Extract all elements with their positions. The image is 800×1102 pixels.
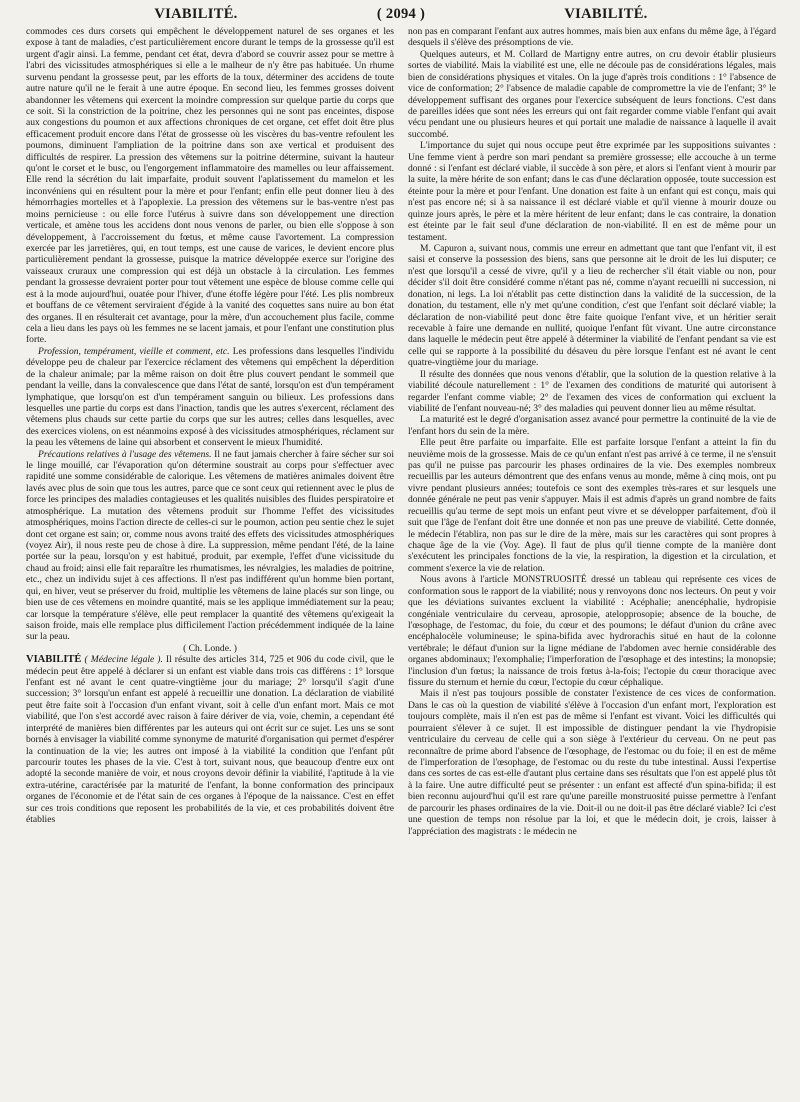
paragraph-continuation — [408, 26, 776, 49]
paragraph — [408, 437, 776, 574]
dictionary-entry — [26, 654, 394, 825]
author-signature — [26, 643, 394, 654]
paragraph-text: Il ne faut jamais chercher à faire sécher sur soi le linge mouillé, car l'évaporation qu'on détermine soustrait au corps pour s'effectuer avec rapidité une somme considérable de calorique. Les vêtemens de matières animales doivent être lavés avec plus de soin que tous les autres, parce que ce sont ceux qui retiennent avec le plus de force les principes des maladies contagieuses et les qualités nuisibles des fluides perspiratoire et atmosphérique. La mutation des vêtemens produit sur l'homme l'effet des vicissitudes atmosphériques, moins l'action directe de celles-ci sur le poumon, action peu sentie chez le sujet dont cet organe est sain; or, comme nous avons traité des effets des vicissitudes atmosphériques (voyez Air), il nous reste peu de chose à dire. La suppression, même pendant l'été, de la laine portée sur la peau, lorsqu'on y est habitué, produit, par exemple, l'effet d'une vicissitude du chaud au froid; ainsi elle fait reparaître les rhumatismes, les névralgies, les maladies de poitrine, etc., chez un individu sujet à ces affections. Il n'est pas indifférent qu'un homme bien portant, qui, en hiver, veut se préserver du froid, multiplie les vêtemens de laine placés sur son linge, ou bien use de ces vêtemens en moindre quantité, mais se les applique immédiatement sur la peau; car lorsque la température s'élève, elle peut remplacer la quantité des vêtemens qu'exigeait la saison froide, mais elle remplace plus difficilement l'action précédemment indiquée de la laine sur la peau. — [26, 448, 394, 643]
paragraph — [408, 140, 776, 243]
paragraph — [408, 574, 776, 688]
paragraph-continuation — [26, 26, 394, 346]
paragraph-text: Mais il n'est pas toujours possible de constater l'existence de ces vices de conformation. Dans le cas où la question de viabilité s'élève à l'occasion d'un enfant mort, l'exploration est toujours complète, mais il n'en est pas de même si l'enfant est vivant. Voici les difficultés qui pourraient s'élever à ce sujet. Il est impossible de distinguer pendant la vie l'hydropisie ventriculaire du cerveau de celle qui a son siège à l'extérieur du cerveau. On ne peut pas reconnaître de prime abord l'absence de l'œsophage, de l'estomac ou du foie; il en est de même de l'imperforation de l'œsophage, de l'estomac ou du reste du tube intestinal. Aussi l'expertise dans ces sortes de cas est-elle d'autant plus certaine dans ses résultats que l'on est appelé plus tôt à la faire. Une autre difficulté peut se présenter : un enfant est affecté d'un spina-bifida; il est bien reconnu aujourd'hui qu'il est rare qu'une pareille monstruosité puisse permettre à l'enfant de parcourir les phases ordinaires de la vie. Doit-il ou ne doit-il pas être déclaré viable? Ici c'est une question de temps non résolue par la loi, et que le médecin doit, je crois, laisser à l'appréciation des magistrats : le médecin ne — [408, 688, 776, 837]
page-number: ( 2094 ) — [376, 6, 426, 22]
paragraph-text: Quelques auteurs, et M. Collard de Martigny entre autres, on cru devoir établir plusieurs sortes de viabilité. Mais la viabilité est une, elle ne découle pas de considérations légales, mais bien de considérations physiques et vitales. On la juge d'après trois conditions : 1° l'absence de vice de conformation; 2° l'absence de maladie capable de compromettre la vie de l'enfant; 3° le développement suffisant des organes pour l'exercice subséquent de leurs fonctions. C'est dans de pareilles idées que sont nées les erreurs qui ont fait regarder comme viable l'enfant qui avait vécu pendant une ou plusieurs heures et qui portait une maladie de naissance à laquelle il avait succombé. — [408, 48, 776, 140]
paragraph — [26, 449, 394, 643]
right-column — [408, 26, 776, 1098]
paragraph-text: M. Capuron a, suivant nous, commis une erreur en admettant que tant que l'enfant vit, il est saisi et conserve la possession des biens, sans que personne ait le droit de les lui disputer; ce n'est que lorsqu'il a cessé de vivre, qu'il y a lieu de rechercher s'il était viable ou non, pour décider s'il doit être considéré comme n'étant pas né, comme n'ayant recueilli ni succession, ni donation, ni legs. La loi n'établit pas cette distinction dans la validité de la succession, de la donation, du testament, elle n'y met qu'une condition, c'est que l'enfant soit déclaré viable; la déclaration de non-viabilité peut donc être faite quoique l'enfant vive, et un héritier serait recevable à faire une demande en nullité, quoique l'enfant fût vivant. Une autre circonstance dans laquelle le médecin peut être appelé à déterminer la viabilité de l'enfant pendant sa vie est celle qui se rapporte à la possibilité du désaveu du père lorsque l'enfant est né avant le cent quatre-vingtième jour du mariage. — [408, 243, 776, 369]
two-column-body — [26, 26, 776, 1098]
header-left-title: VIABILITÉ. — [154, 6, 238, 22]
entry-text: Il résulte des articles 314, 725 et 906 du code civil, que le médecin peut être appelé à déclarer si un enfant est viable dans trois cas différens : 1° lorsque l'enfant est né avant le cent quatre-vingtième jour du mariage; 2° lorsqu'il s'agit d'une succession; 3° lorsqu'un enfant est appelé à recueillir une donation. La déclaration de viabilité peut être faite soit à l'occasion d'un enfant vivant, soit à celle d'un enfant mort. Mais ce mot viabilité, que l'on s'est accordé avec raison à faire dériver de via, voie, chemin, a cependant été interprété de manières bien différentes par les auteurs qui ont écrit sur ce sujet. Les uns se sont bornés à envisager la viabilité comme synonyme de maturité d'organisation qui permet d'espérer la continuation de la vie; les autres ont imposé à la viabilité la condition que l'enfant pût parcourir toutes les phases de la vie. C'est à tort, suivant nous, que beaucoup d'entre eux ont adopté la seconde manière de voir, et nous croyons devoir définir la viabilité, l'aptitude à la vie extra-utérine, caractérisée par la maturité de l'enfant, la bonne conformation des principaux organes de l'économie et de l'état sain de ces organes à l'époque de la naissance. C'est en effet sur ces trois conditions que reposent les probabilités de la vie, et ces probabilités doivent être établies — [26, 654, 394, 826]
entry-headword: VIABILITÉ — [26, 654, 82, 666]
paragraph-text: Les professions dans lesquelles l'individu développe peu de chaleur par l'exercice réclament des vêtemens qui empêchent la déperdition de la chaleur animale; par la même raison on doit être plus couvert pendant le sommeil que pendant la veille, dans la convalescence que dans l'état de santé, lorsqu'on est d'un tempérament lymphatique, que lorsqu'on est d'un tempérament sanguin ou bilieux. Les professions dans lesquelles une partie du corps est dans l'inaction, tandis que les autres s'exercent, réclament des vêtemens plus chauds sur cette partie du corps que sur les autres; celles dans lesquelles, avec des exercices violens, on est néanmoins exposé à des vicissitudes atmosphériques, réclament sur la peau les vêtemens de laine qui absorbent et conservent le mieux l'humidité. — [26, 345, 394, 449]
paragraph — [26, 346, 394, 449]
paragraph-text: La maturité est le degré d'organisation assez avancé pour permettre la continuité de la vie de l'enfant hors du sein de la mère. — [408, 414, 776, 437]
paragraph-text: Nous avons à l'article MONSTRUOSITÉ dressé un tableau qui représente ces vices de conformation sous le rapport de la viabilité; nous y renvoyons donc nos lecteurs. On peut y voir que les déviations suivantes excluent la viabilité : Acéphalie; anencéphalie, hydropisie congéniale ventriculaire du cerveau, aprosopie, atelopprosopie; absence de la bouche, de l'œsophage, de l'estomac, du foie, du cœur et des poumons; le défaut d'union du crâne avec encéphalocèle volumineuse; le spina-bifida avec hydrorachis situé en haut de la colonne vertébrale; le défaut d'union sur la ligne médiane de l'abdomen avec hernie considérable des organes abdominaux; l'exomphalie; l'imperforation de l'œsophage et des intestins; la monopsie; l'inclusion d'un fœtus; la naissance de trois fœtus à-la-fois; l'ectopie du cœur thoracique avec fissure du sternum et hernie du cœur, l'ectopie du cœur céphalique. — [408, 574, 776, 689]
paragraph-text: L'importance du sujet qui nous occupe peut être exprimée par les suppositions suivantes : Une femme vient à perdre son mari pendant sa première grossesse; elle accouche à un terme donné : si l'enfant est déclaré viable, il succède à son père, et alors si l'enfant vient à mourir par la suite, la mère hérite de son enfant; dans le cas d'une déclaration opposée, toute succession est éteinte pour la mère et pour l'enfant. Une donation est faite à un enfant qui est conçu, mais qui n'est pas encore né; si à sa naissance il est déclaré viable et qu'il vienne à mourir douze ou quinze jours après, le père et la mère héritent de leur enfant; dans le cas contraire, la donation est éteinte par le fait seul d'une déclaration de non-viabilité. Il en est de même pour un testament. — [408, 140, 776, 243]
paragraph-lead: Profession, tempérament, vieille et comment, etc. — [38, 345, 230, 357]
paragraph — [408, 49, 776, 140]
paragraph-text: Elle peut être parfaite ou imparfaite. Elle est parfaite lorsque l'enfant a atteint la fin du neuvième mois de la grossesse. Mais de ce qu'un enfant n'est pas arrivé à ce terme, il ne s'ensuit pas qu'il ne puisse pas parcourir les phases ordinaires de la vie. Des exemples nombreux recueillis par les auteurs démontrent que des enfans venus au monde, même à cinq mois, ont pu vivre pendant plusieurs années; toutefois ce sont des exemples très-rares et sur lesquels une donnée générale ne peut pas venir s'appuyer. Mais il est admis d'après un grand nombre de faits recueillis qu'au terme de sept mois un enfant peut vivre et se développer parfaitement, d'où il suit que l'âge de l'enfant doit être une donnée et non pas une preuve de viabilité. Cette donnée, le médecin l'établira, non pas sur le dire de la mère, mais sur les caractères qui sont propres à chaque âge de la vie (Voy. Age). Il faut de plus qu'il tienne compte de la manière dont s'exécutent les principales fonctions de la vie, la respiration, la digestion et la circulation, et comment s'exerce la vie de relation. — [408, 437, 776, 574]
header-right-title: VIABILITÉ. — [564, 6, 648, 22]
paragraph — [408, 414, 776, 437]
paragraph — [408, 243, 776, 369]
signature-text: ( Ch. Londe. ) — [183, 642, 237, 654]
paragraph-lead: Précautions relatives à l'usage des vêtemens. — [38, 448, 212, 460]
entry-subject: ( Médecine légale ). — [84, 654, 163, 666]
paragraph-text: commodes ces durs corsets qui empêchent le développement naturel de ses organes et les expose à tant de maladies, c'est particulièrement encore durant le temps de la grossesse qu'il est urgent d'agir ainsi. La femme, pendant cet état, devra d'abord se couvrir assez pour se mettre à l'abri des vicissitudes atmosphériques si elle a le malheur de n'y être pas habituée. Un rhume survenu pendant la grossesse peut, par les efforts de la toux, déterminer des accidens de toute autre nature qu'il ne le ferait à une autre époque. En second lieu, les femmes grosses doivent abandonner les vêtemens qui exercent la moindre compression sur quelque partie du corps que ce soit. Si la constriction de la poitrine, chez les personnes qui ne sont pas enceintes, dispose aux congestions du poumon et aux affections chroniques de cet organe, cet effet doit être plus efficacement produit encore dans l'état de grossesse où les viscères du bas-ventre refoulent les poumons, diminuent l'ampliation de la poitrine dans son axe vertical et produisent des difficultés de respirer. La pression des vêtemens sur la poitrine détermine, suivant la hauteur qu'ont le corset et le busc, ou l'engorgement inflammatoire des mamelles ou leur affaissement. Elle rend la sécrétion du lait imparfaite, produit souvent l'aplatissement du mamelon et les inconvéniens qui en résultent pour la mère et pour l'enfant; enfin elle peut donner lieu à des hémorrhagies mortelles et à l'apoplexie. La pression des vêtemens sur le bas-ventre n'est pas moins pernicieuse : ou elle force l'utérus à suivre dans son développement une direction verticale, et amène tous les accidens dont nous venons de parler, ou bien elle s'oppose à son développement, à l'accroissement du fœtus, et même cause l'avortement. La compression exercée par les jarretières, qui, en tout temps, est une cause de varices, le devient encore plus particulièrement pendant la grossesse, puisque la matrice développée exerce sur l'origine des vaisseaux cruraux une compression qui est déjà un obstacle à la circulation. Les femmes pendant la grossesse devraient porter pour tout vêtement une espèce de blouse comme celle qui est à la mode aujourd'hui, ouatée pour l'hiver, d'une étoffe légère pour l'été. Les plis nombreux et bouffans de ce vêtement serviraient d'égide à la vanité des coquettes sans nuire au bon état des organes. Il en résulterait cet avantage, pour la mère, d'un accouchement plus facile, comme cela a lieu dans les pays où les femmes ne se lacent jamais, et pour l'enfant une constitution plus forte. — [26, 26, 394, 346]
paragraph — [408, 688, 776, 836]
paragraph-text: Il résulte des données que nous venons d'établir, que la solution de la question relative à la viabilité découle naturellement : 1° de l'examen des conditions de maturité qui autorisent à regarder l'enfant comme viable; 2° de l'examen des vices de conformation qui excluent la viabilité de l'enfant nouveau-né; 3° des maladies qui peuvent donner lieu au même résultat. — [408, 368, 776, 414]
paragraph — [408, 369, 776, 415]
paragraph-text: non pas en comparant l'enfant aux autres hommes, mais bien aux enfans du même âge, à l'égard desquels il s'élève des présomptions de vie. — [408, 26, 776, 49]
left-column — [26, 26, 394, 1098]
running-header — [26, 6, 776, 22]
